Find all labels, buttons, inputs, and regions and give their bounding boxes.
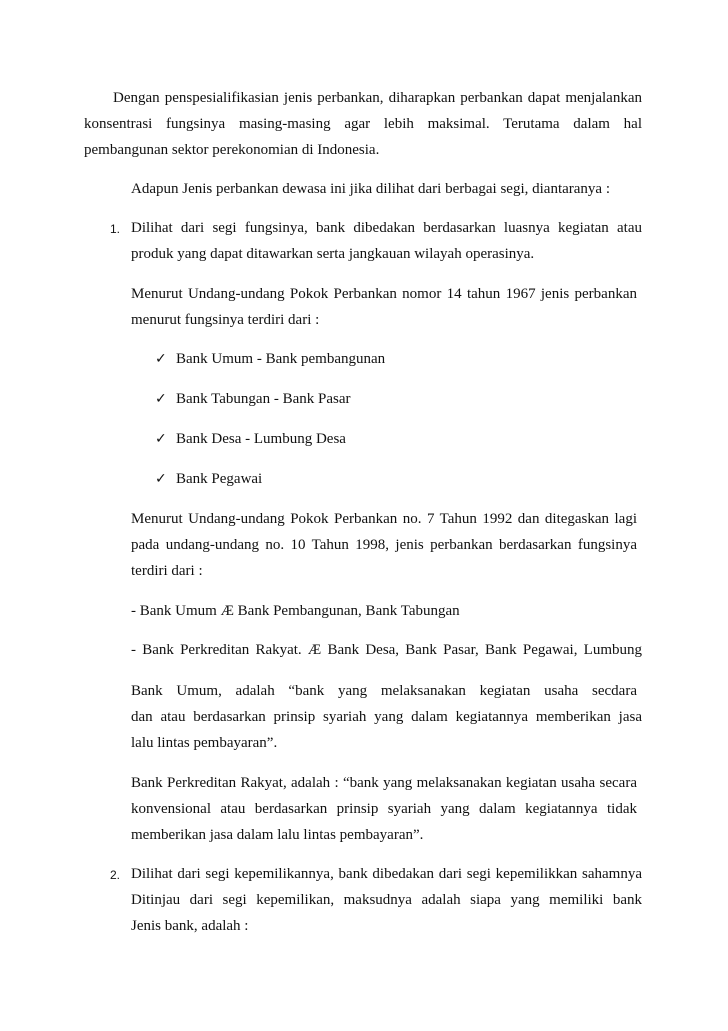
uu1967-line-1: Menurut Undang-undang Pokok Perbankan nomor 14 tahun 1967 jenis perbankan — [131, 286, 637, 302]
dash-item-1: - Bank Umum Æ Bank Pembangunan, Bank Tabungan — [131, 603, 460, 619]
list-item: Bank Pegawai — [176, 471, 263, 487]
item2-line-2: Ditinjau dari segi kepemilikan, maksudnya adalah siapa yang memiliki bank — [131, 892, 642, 908]
check-icon: ✓ — [155, 351, 167, 367]
bank-umum-line-1: Bank Umum, adalah “bank yang melaksanakan kegiatan usaha secdara — [131, 683, 637, 699]
uu1992-line-2: pada undang-undang no. 10 Tahun 1998, jenis perbankan berdasarkan fungsinya — [131, 537, 637, 553]
check-icon: ✓ — [155, 391, 167, 407]
bank-umum-line-3: lalu lintas pembayaran”. — [131, 735, 278, 751]
bank-umum-line-2: dan atau berdasarkan prinsip syariah yang dalam kegiatannya memberikan jasa — [131, 709, 642, 725]
intro-line-1: Dengan penspesialifikasian jenis perbankan, diharapkan perbankan dapat menjalankan — [113, 90, 642, 106]
bpr-line-3: memberikan jasa dalam lalu lintas pembayaran”. — [131, 827, 424, 843]
intro-line-2: konsentrasi fungsinya masing-masing agar lebih maksimal. Terutama dalam hal — [84, 116, 642, 132]
list-number-2: 2. — [110, 868, 121, 882]
list-number-1: 1. — [110, 222, 121, 236]
bpr-line-1: Bank Perkreditan Rakyat, adalah : “bank yang melaksanakan kegiatan usaha secara — [131, 775, 637, 791]
item1-line-1: Dilihat dari segi fungsinya, bank dibedakan berdasarkan luasnya kegiatan atau — [131, 220, 642, 236]
list-item: Bank Tabungan - Bank Pasar — [176, 391, 351, 407]
intro-line-3: pembangunan sektor perekonomian di Indonesia. — [84, 142, 380, 158]
dash-item-2: - Bank Perkreditan Rakyat. Æ Bank Desa, Bank Pasar, Bank Pegawai, Lumbung — [131, 642, 642, 658]
uu1992-line-3: terdiri dari : — [131, 563, 203, 579]
uu1992-line-1: Menurut Undang-undang Pokok Perbankan no. 7 Tahun 1992 dan ditegaskan lagi — [131, 511, 637, 527]
bpr-line-2: konvensional atau berdasarkan prinsip syariah yang dalam kegiatannya tidak — [131, 801, 637, 817]
check-icon: ✓ — [155, 471, 167, 487]
uu1967-line-2: menurut fungsinya terdiri dari : — [131, 312, 320, 328]
item2-line-3: Jenis bank, adalah : — [131, 918, 249, 934]
check-icon: ✓ — [155, 431, 167, 447]
item1-line-2: produk yang dapat ditawarkan serta jangkauan wilayah operasinya. — [131, 246, 535, 262]
item2-line-1: Dilihat dari segi kepemilikannya, bank dibedakan dari segi kepemilikkan sahamnya — [131, 866, 642, 882]
list-item: Bank Desa - Lumbung Desa — [176, 431, 346, 447]
lead-sentence: Adapun Jenis perbankan dewasa ini jika dilihat dari berbagai segi, diantaranya : — [131, 181, 611, 197]
list-item: Bank Umum - Bank pembangunan — [176, 351, 386, 367]
